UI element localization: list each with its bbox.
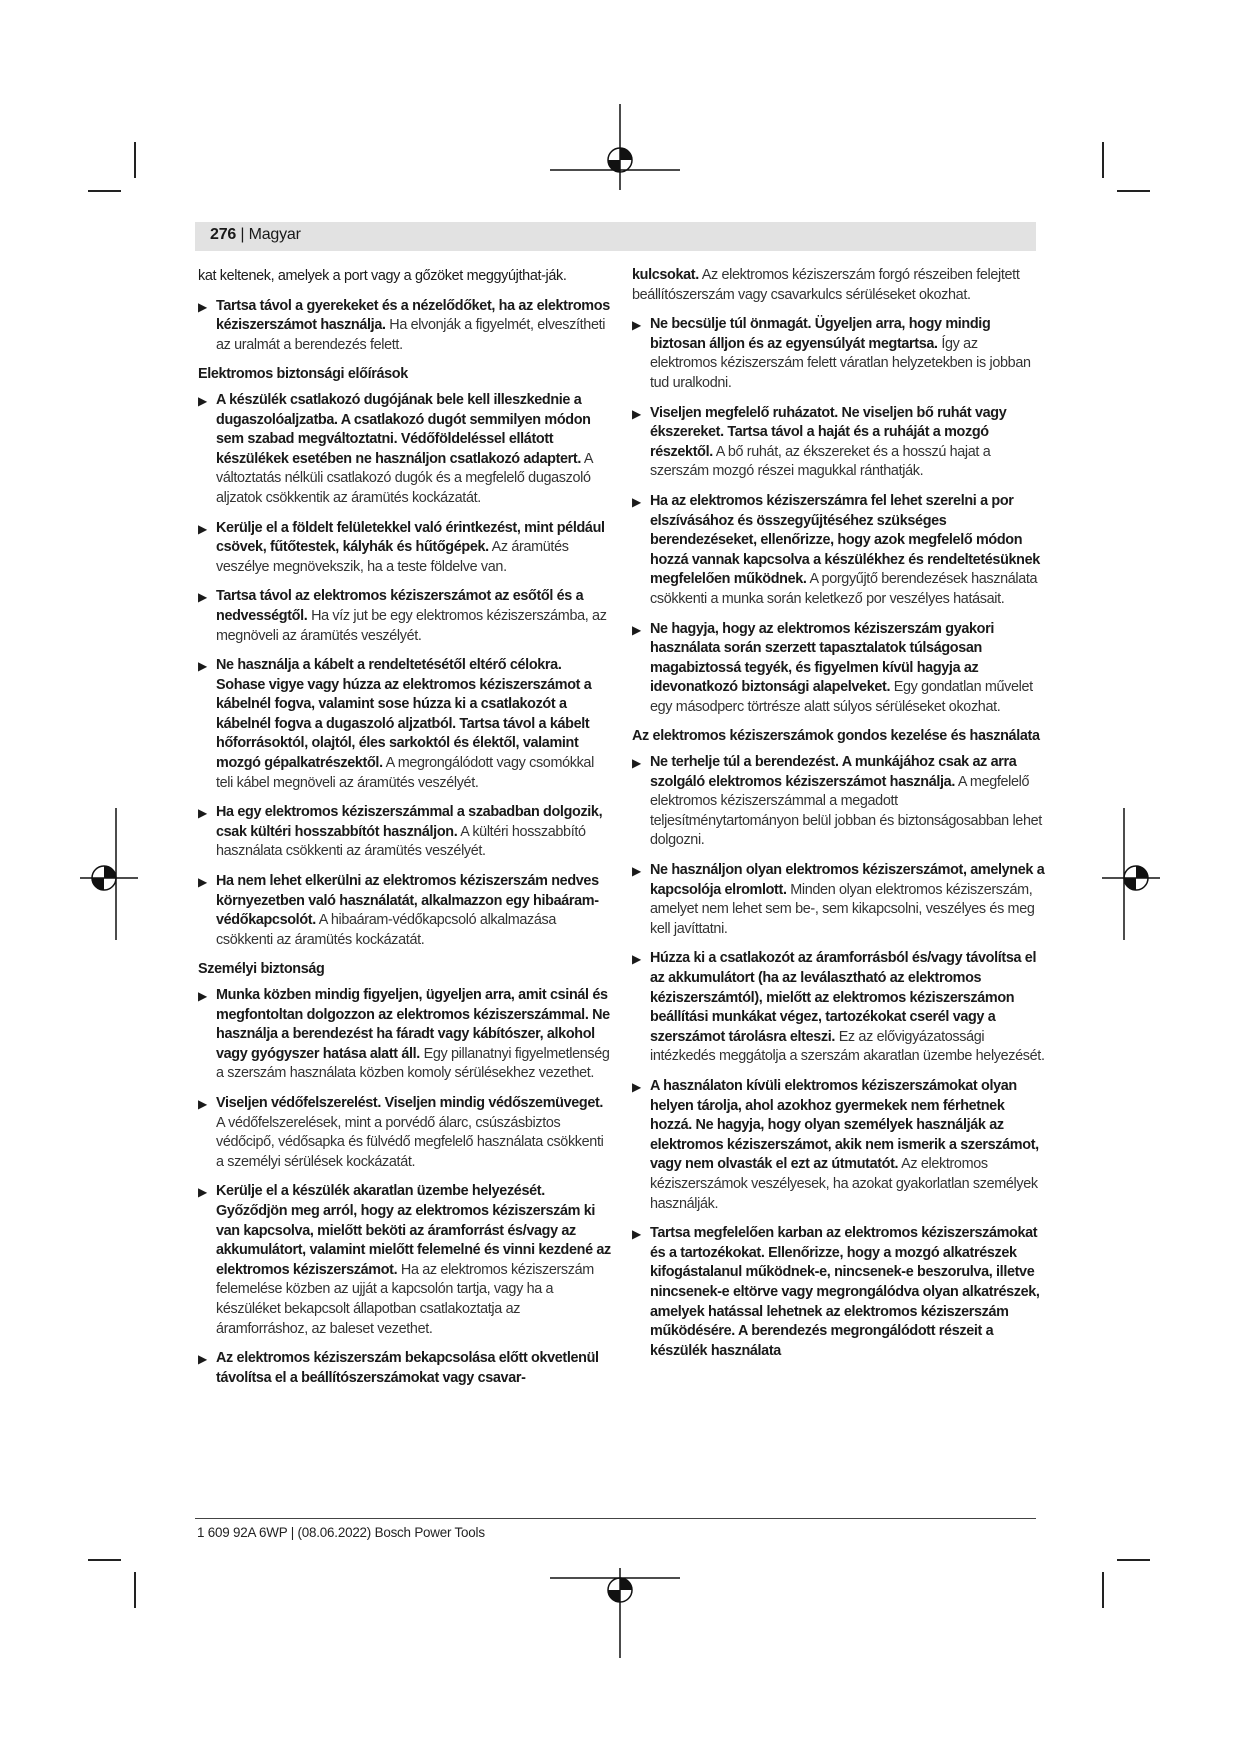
instruction-bold: Ne használja a kábelt a rendeltetésétől eltérő célokra. Sohase vigye vagy húzza az elektromos kéziszerszámot a kábelnél fogva, valamint sose húzza ki a csatlakozót a kábelnél fogva a dugaszoló aljzatból. Tartsa távol a kábelt hőforrásoktól, olajtól, éles sarkoktól és élektől, valamint mozgó gépalkatrészektől. bbox=[216, 657, 592, 772]
right-column bbox=[632, 266, 1045, 1371]
instruction-bold: Ha egy elektromos kéziszerszámmal a szabadban dolgozik, csak kültéri hosszabbítót használjon. bbox=[216, 804, 603, 840]
instruction-text: Az elektromos kéziszerszámok veszélyesek, ha azokat gyakorlatlan személyek használják. bbox=[650, 1156, 1038, 1212]
instruction-bold: Munka közben mindig figyeljen, ügyeljen arra, amit csinál és megfontoltan dolgozzon az elektromos kéziszerszámmal. Ne használja a berendezést ha fáradt vagy kábítószer, alkohol vagy gyógyszer hatása alatt áll. bbox=[216, 987, 610, 1062]
bullet-triangle-icon: ▶ bbox=[632, 1227, 641, 1242]
safety-instruction bbox=[632, 753, 1045, 851]
instruction-bold: A készülék csatlakozó dugójának bele kell illeszkednie a dugaszolóaljzatba. A csatlakozó dugót semmilyen módon sem szabad megváltoztatni. Védőföldeléssel ellátott készülékek esetében ne használjon csatlakozó adaptert. bbox=[216, 391, 591, 467]
bullet-triangle-icon: ▶ bbox=[198, 659, 207, 674]
safety-instruction bbox=[198, 1349, 611, 1388]
header-separator: | bbox=[236, 226, 249, 243]
instruction-text: Ez az elővigyázatossági intézkedés meggátolja a szerszám akaratlan üzembe helyezését. bbox=[650, 1028, 1045, 1065]
crop-mark-top-left-horizontal bbox=[88, 190, 121, 192]
bullet-triangle-icon: ▶ bbox=[198, 393, 207, 408]
page-number: 276 bbox=[210, 226, 237, 243]
footer-rule bbox=[195, 1518, 1036, 1519]
instruction-bold: Tartsa távol az elektromos kéziszerszámot az esőtől és a nedvességtől. bbox=[216, 588, 584, 624]
safety-instruction bbox=[198, 297, 611, 356]
registration-mark-right bbox=[1100, 808, 1160, 948]
safety-instruction bbox=[632, 620, 1045, 718]
page-header bbox=[210, 226, 301, 244]
instruction-text: Ha víz jut be egy elektromos kéziszerszámba, az megnöveli az áramütés veszélyét. bbox=[216, 607, 607, 644]
safety-instruction bbox=[198, 803, 611, 862]
bullet-triangle-icon: ▶ bbox=[198, 1185, 207, 1200]
registration-mark-left bbox=[80, 808, 140, 948]
left-column bbox=[198, 267, 611, 1398]
bullet-triangle-icon: ▶ bbox=[632, 622, 641, 637]
crop-mark-bottom-right-vertical bbox=[1102, 1572, 1104, 1608]
bullet-triangle-icon: ▶ bbox=[198, 1096, 207, 1111]
safety-instruction bbox=[198, 986, 611, 1084]
crop-mark-bottom-right-horizontal bbox=[1117, 1559, 1150, 1561]
instruction-text: Az elektromos kéziszerszám forgó részeiben felejtett beállítószerszám vagy csavarkulcs sérüléseket okozhat. bbox=[632, 267, 1020, 303]
crop-mark-top-right-vertical bbox=[1102, 142, 1104, 178]
instruction-bold: Kerülje el a földelt felületekkel való érintkezést, mint például csövek, fűtőtestek, kályhák és hűtőgépek. bbox=[216, 519, 605, 556]
instruction-bold: Viseljen megfelelő ruházatot. Ne viseljen bő ruhát vagy ékszereket. Tartsa távol a haját és a ruháját a mozgó részektől. bbox=[650, 404, 1007, 460]
bullet-triangle-icon: ▶ bbox=[632, 756, 641, 771]
registration-mark-top bbox=[550, 104, 690, 204]
instruction-text: A változtatás nélküli csatlakozó dugók és a megfelelő dugaszoló aljzatok csökkentik az áramütés kockázatát. bbox=[216, 450, 593, 506]
paragraph: kat keltenek, amelyek a port vagy a gőzöket meggyújthat-ják. bbox=[198, 268, 567, 284]
header-band bbox=[195, 222, 1036, 251]
instruction-text: Ha az elektromos kéziszerszám felemelése közben az ujját a kapcsolón tartja, vagy ha a készüléket bekapcsolt állapotban csatlakoztatja az áramforráshoz, az baleset vezethet. bbox=[216, 1261, 594, 1337]
instruction-bold: kulcsokat. bbox=[632, 267, 699, 283]
safety-instruction bbox=[632, 404, 1045, 482]
safety-instruction bbox=[198, 1094, 611, 1172]
instruction-text: A kültéri hosszabbító használata csökkenti az áramütés veszélyét. bbox=[216, 823, 586, 860]
instruction-bold: A használaton kívüli elektromos kéziszerszámokat olyan helyen tárolja, ahol azokhoz gyermekek nem férhetnek hozzá. Ne hagyja, hogy olyan személyek használják az elektromos kéziszerszámot, akik nem ismerik a szerszámot, vagy nem olvasták el ezt az útmutatót. bbox=[650, 1077, 1039, 1173]
instruction-bold: Ne használjon olyan elektromos kéziszerszámot, amelynek a kapcsolója elromlott. bbox=[650, 862, 1045, 898]
footer-text: 1 609 92A 6WP | (08.06.2022) Bosch Power Tools bbox=[197, 1525, 485, 1540]
instruction-bold: Ne hagyja, hogy az elektromos kéziszerszám gyakori használata során szerzett tapasztalatok túlságosan magabiztossá tegyék, és figyelmen kívül hagyja az idevonatkozó biztonsági alapelveket. bbox=[650, 620, 995, 696]
bullet-triangle-icon: ▶ bbox=[198, 806, 207, 821]
continued-instruction bbox=[632, 266, 1045, 305]
bullet-triangle-icon: ▶ bbox=[198, 299, 207, 314]
instruction-bold: Tartsa távol a gyerekeket és a nézelődőket, ha az elektromos kéziszerszámot használja. bbox=[216, 297, 610, 334]
instruction-text: A hibaáram-védőkapcsoló alkalmazása csökkenti az áramütés kockázatát. bbox=[216, 912, 557, 948]
section-heading: Személyi biztonság bbox=[198, 961, 325, 978]
instruction-text: Minden olyan elektromos kéziszerszám, amelyet nem lehet sem be-, sem kikapcsolni, veszélyes és meg kell javíttatni. bbox=[650, 881, 1035, 937]
safety-instruction bbox=[632, 492, 1045, 610]
section-heading: Az elektromos kéziszerszámok gondos kezelése és használata bbox=[632, 728, 1040, 745]
bullet-triangle-icon: ▶ bbox=[632, 952, 641, 967]
instruction-bold: Az elektromos kéziszerszám bekapcsolása előtt okvetlenül távolítsa el a beállítószerszámokat vagy csavar- bbox=[216, 1350, 599, 1386]
instruction-text: A megfelelő elektromos kéziszerszámmal a megadott teljesítménytartományon belül jobban és biztonságosabban lehet dolgozni. bbox=[650, 773, 1042, 849]
instruction-bold: Húzza ki a csatlakozót az áramforrásból és/vagy távolítsa el az akkumulátort (ha az leválasztható az elektromos kéziszerszámtól), mielőtt az elektromos kéziszerszámon beállítási munkákat végez, tartozékokat cserél vagy a szerszámot tárolásra elteszi. bbox=[650, 950, 1037, 1045]
safety-instruction bbox=[632, 1224, 1045, 1361]
instruction-bold: Ha az elektromos kéziszerszámra fel lehet szerelni a por elszívásához és összegyűjtéséhez szükséges berendezéseket, ellenőrizze, hogy azok megfelelő módon hozzá vannak kapcsolva a készülékhez és rendeltetésüknek megfelelően működnek. bbox=[650, 492, 1040, 588]
instruction-bold: Viseljen védőfelszerelést. Viseljen mindig védőszemüveget. bbox=[216, 1094, 604, 1111]
crop-mark-bottom-left-vertical bbox=[134, 1572, 136, 1608]
bullet-triangle-icon: ▶ bbox=[198, 875, 207, 890]
safety-instruction bbox=[198, 519, 611, 578]
safety-instruction bbox=[632, 949, 1045, 1067]
bullet-triangle-icon: ▶ bbox=[632, 406, 641, 421]
bullet-triangle-icon: ▶ bbox=[632, 1079, 641, 1094]
crop-mark-top-right-horizontal bbox=[1117, 190, 1150, 192]
safety-instruction bbox=[632, 861, 1045, 939]
registration-mark-bottom bbox=[550, 1568, 690, 1668]
instruction-text: Így az elektromos kéziszerszám felett váratlan helyzetekben is jobban tud uralkodni. bbox=[650, 335, 1031, 391]
instruction-text: A védőfelszerelések, mint a porvédő álarc, csúszásbiztos védőcipő, védősapka és fülvédő megfelelő használata csökkenti a személyi sérülések kockázatát. bbox=[216, 1114, 604, 1170]
section-heading: Elektromos biztonsági előírások bbox=[198, 366, 408, 383]
instruction-text: Az áramütés veszélye megnövekszik, ha a teste földelve van. bbox=[216, 539, 569, 575]
instruction-bold: Ne terhelje túl a berendezést. A munkájához csak az arra szolgáló elektromos kéziszerszámot használja. bbox=[650, 754, 1017, 790]
bullet-triangle-icon: ▶ bbox=[632, 494, 641, 509]
instruction-bold: Tartsa megfelelően karban az elektromos kéziszerszámokat és a tartozékokat. Ellenőrizze, hogy a mozgó alkatrészek kifogástalanul működnek-e, nincsenek-e beszorulva, illetve nincsenek-e eltörve vagy megrongálódva olyan alkatrészek, amelyek hatással lehetnek az elektromos kéziszerszám működésére. A berendezés megrongálódott részeit a készülék használata bbox=[650, 1225, 1040, 1359]
safety-instruction bbox=[632, 315, 1045, 393]
instruction-bold: Ha nem lehet elkerülni az elektromos kéziszerszám nedves környezetben való használatát, alkalmazzon egy hibaáram-védőkapcsolót. bbox=[216, 873, 599, 929]
safety-instruction bbox=[198, 391, 611, 509]
crop-mark-top-left-vertical bbox=[134, 142, 136, 178]
safety-instruction bbox=[198, 872, 611, 950]
bullet-triangle-icon: ▶ bbox=[632, 864, 641, 879]
instruction-text: A porgyűjtő berendezések használata csökkenti a munka során keletkező por veszélyes hatásait. bbox=[650, 571, 1038, 607]
page-language: Magyar bbox=[248, 226, 301, 243]
bullet-triangle-icon: ▶ bbox=[198, 1352, 207, 1367]
instruction-bold: Ne becsülje túl önmagát. Ügyeljen arra, hogy mindig biztosan álljon és az egyensúlyát megtartsa. bbox=[650, 316, 991, 352]
instruction-text: Egy gondatlan művelet egy másodperc törtrésze alatt súlyos sérüléseket okozhat. bbox=[650, 679, 1033, 715]
bullet-triangle-icon: ▶ bbox=[198, 521, 207, 536]
instruction-text: Egy pillanatnyi figyelmetlenség a szerszám használata közben komoly sérülésekhez vezethet. bbox=[216, 1045, 610, 1082]
safety-instruction bbox=[198, 656, 611, 793]
instruction-text: Ha elvonják a figyelmét, elveszítheti az uralmát a berendezés felett. bbox=[216, 317, 606, 353]
instruction-text: A bő ruhát, az ékszereket és a hosszú hajat a szerszám mozgó részei magukkal ránthatják. bbox=[650, 443, 991, 480]
crop-mark-bottom-left-horizontal bbox=[88, 1559, 121, 1561]
safety-instruction bbox=[198, 587, 611, 646]
bullet-triangle-icon: ▶ bbox=[198, 989, 207, 1003]
bullet-triangle-icon: ▶ bbox=[198, 590, 207, 605]
bullet-triangle-icon: ▶ bbox=[632, 318, 641, 333]
safety-instruction bbox=[198, 1182, 611, 1339]
safety-instruction bbox=[632, 1077, 1045, 1214]
instruction-text: A megrongálódott vagy csomókkal teli kábel megnöveli az áramütés veszélyét. bbox=[216, 755, 594, 791]
instruction-bold: Kerülje el a készülék akaratlan üzembe helyezését. Győződjön meg arról, hogy az elektromos kéziszerszám ki van kapcsolva, mielőtt beköti az áramforrást és/vagy az akkumulátort, valamint mielőtt felemelné és vinni kezdené az elektromos kéziszerszámot. bbox=[216, 1183, 611, 1278]
